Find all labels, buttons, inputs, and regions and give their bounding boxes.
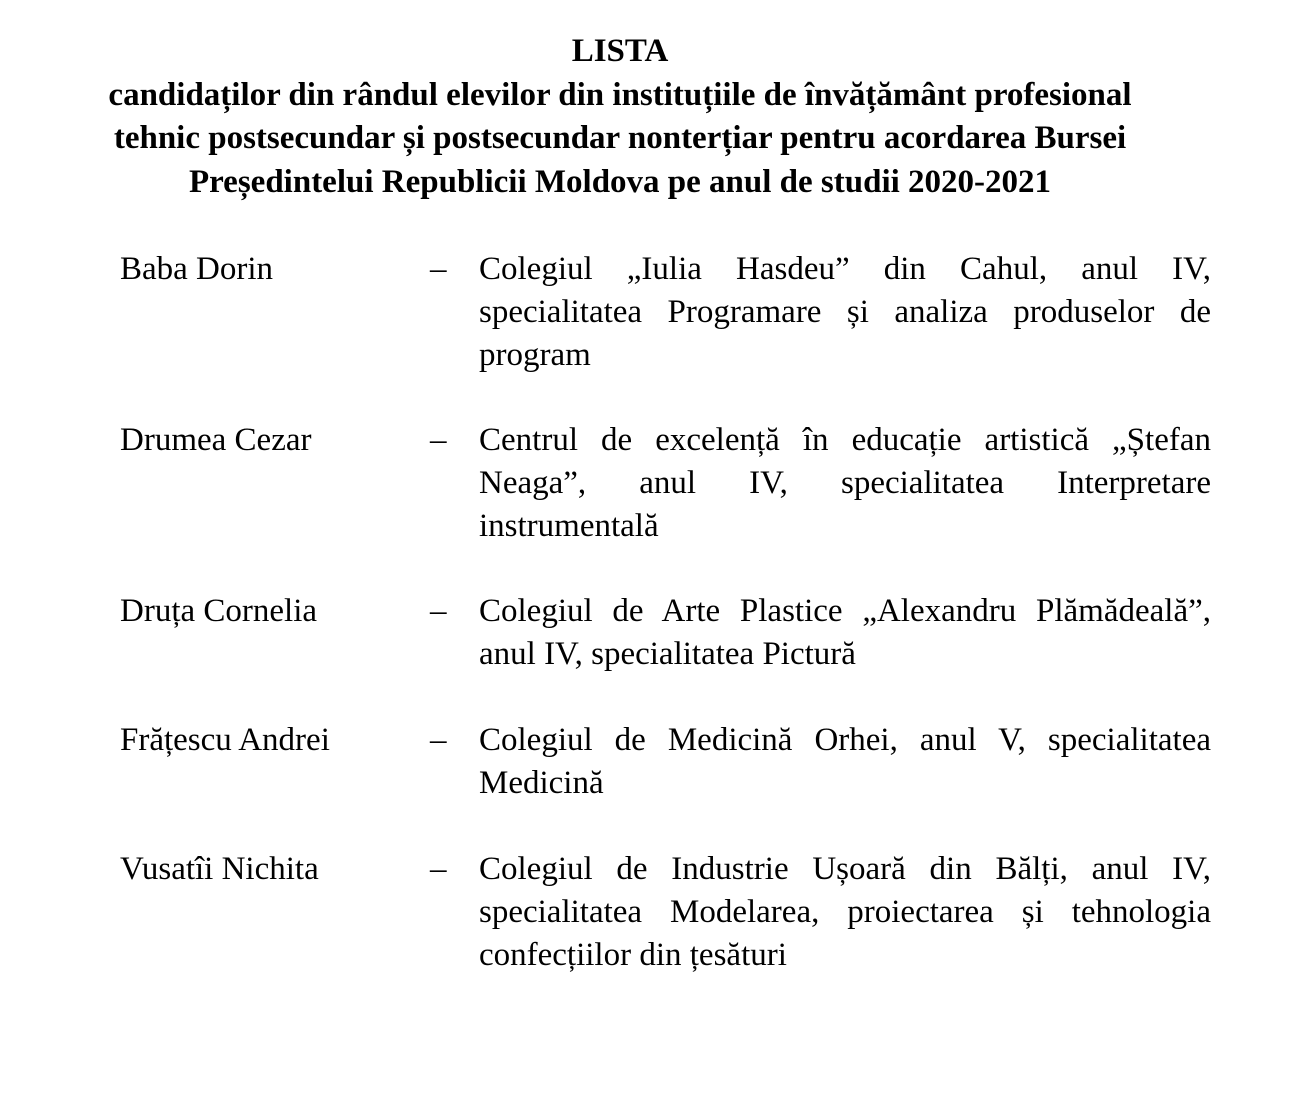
document-subtitle-line-2: tehnic postsecundar și postsecundar nonterțiar pentru acordarea Bursei — [113, 120, 1127, 156]
separator-dash: – — [430, 851, 447, 887]
separator-dash: – — [430, 251, 447, 287]
candidate-name: Drumea Cezar — [120, 422, 312, 458]
separator-dash: – — [430, 722, 447, 758]
candidate-name: Druța Cornelia — [120, 593, 318, 629]
candidate-description: Colegiul „Iulia Hasdeu” din Cahul, anul IV, specialitatea Programare și analiza produselor de program — [479, 251, 1211, 373]
document-header — [0, 30, 1240, 204]
candidate-name: Vusatîi Nichita — [120, 851, 319, 887]
candidate-name: Baba Dorin — [120, 251, 274, 287]
candidate-description: Colegiul de Arte Plastice „Alexandru Plămădeală”, anul IV, specialitatea Pictură — [479, 593, 1211, 672]
separator-dash: – — [430, 422, 447, 458]
document-title: LISTA — [571, 33, 669, 69]
candidate-description: Colegiul de Industrie Ușoară din Bălți, anul IV, specialitatea Modelarea, proiectarea și tehnologia confecțiilor din țesături — [479, 851, 1211, 973]
candidate-description: Centrul de excelență în educație artistică „Ștefan Neaga”, anul IV, specialitatea Interpretare instrumentală — [479, 422, 1211, 544]
candidate-description: Colegiul de Medicină Orhei, anul V, specialitatea Medicină — [479, 722, 1211, 801]
candidate-name: Frățescu Andrei — [120, 722, 330, 758]
document-subtitle-line-1: candidaților din rândul elevilor din instituțiile de învățământ profesional — [108, 76, 1132, 113]
separator-dash: – — [430, 593, 447, 629]
document-subtitle-line-3: Președintelui Republicii Moldova pe anul de studii 2020-2021 — [188, 163, 1052, 200]
